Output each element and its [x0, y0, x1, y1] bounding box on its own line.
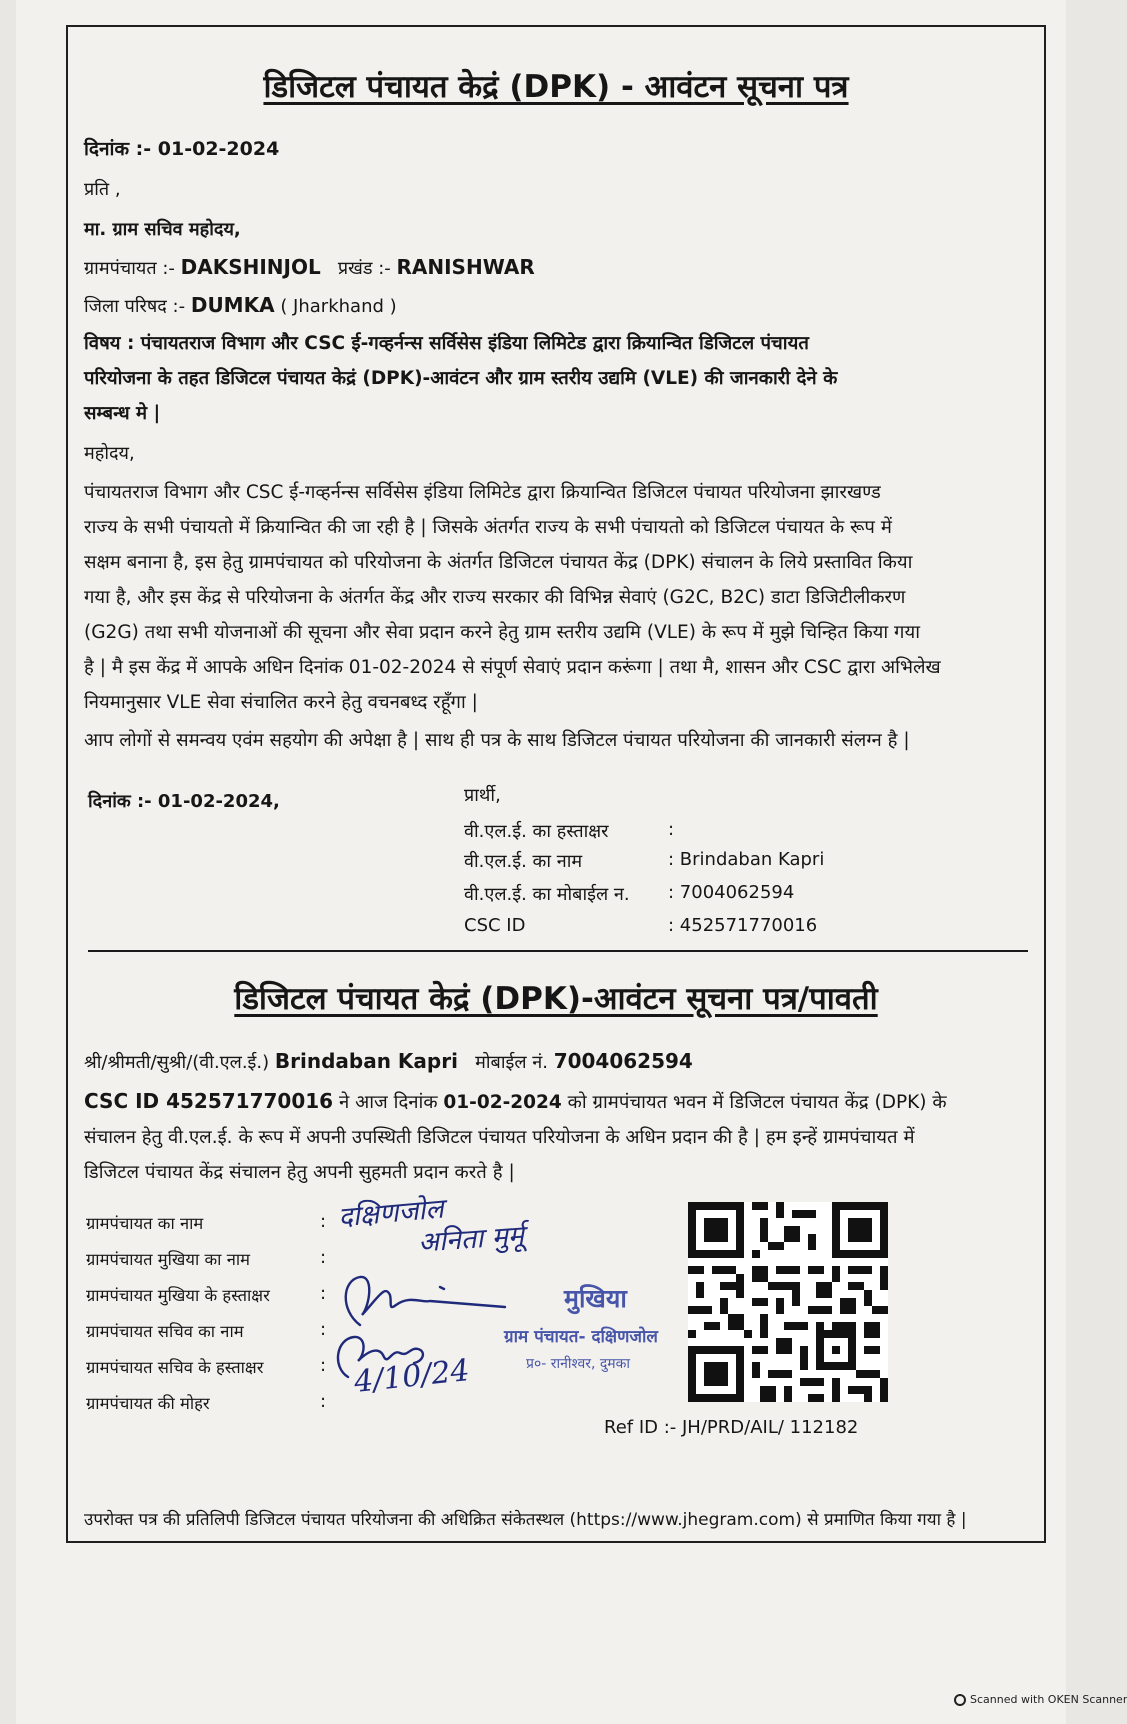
mukhiya-signature — [330, 1265, 510, 1335]
stamp-title: मुखिया — [564, 1284, 627, 1313]
section-divider — [88, 950, 1028, 952]
applicant: प्रार्थी, — [464, 785, 501, 806]
field-colon: : — [320, 1391, 327, 1412]
panchayat-value: DAKSHINJOL — [180, 255, 321, 279]
vle-mobile-label: वी.एल.ई. का मोबाईल न. — [464, 884, 630, 905]
vle-sign-value: : — [668, 819, 675, 840]
footnote: उपरोक्त पत्र की प्रतिलिपी डिजिटल पंचायत परियोजना की अधिक्रित संकेतस्थल (https://www.jhegram.com) से प्रमाणित किया गया है | — [84, 1510, 967, 1530]
mobile-label: मोबाईल नं. — [475, 1052, 548, 1073]
ref-id: Ref ID :- JH/PRD/AIL/ 112182 — [604, 1417, 859, 1438]
body-line: (G2G) तथा सभी योजनाओं की सूचना और सेवा प्रदान करने हेतु ग्राम स्तरीय उद्यमि (VLE) के रूप में मुझे चिन्हित किया गया — [84, 622, 920, 643]
field-colon: : — [320, 1355, 327, 1376]
receipt-csc-id: CSC ID 452571770016 — [84, 1089, 334, 1113]
field-colon: : — [320, 1319, 327, 1340]
handwritten-mukhiya-name: अनिता मुर्मू — [417, 1220, 525, 1259]
scanner-watermark — [954, 1693, 1127, 1706]
receipt-date: 01-02-2024 — [443, 1092, 562, 1113]
receipt-para-line: संचालन हेतु वी.एल.ई. के रूप में अपनी उपस्थिती डिजिटल पंचायत परियोजना के अधिन प्रदान की है | हम इन्हें ग्रामपंचायत में — [84, 1127, 915, 1148]
handwritten-panchayat-name: दक्षिणजोल — [337, 1193, 445, 1234]
field-colon: : — [320, 1211, 327, 1232]
letter-date: दिनांक :- 01-02-2024 — [84, 138, 280, 160]
panchayat-line — [84, 255, 535, 280]
subject-line: परियोजना के तहत डिजिटल पंचायत केद्रं (DPK)-आवंटन और ग्राम स्तरीय उद्यमि (VLE) की जानकारी देने के — [84, 368, 838, 389]
field-label: ग्रामपंचायत मुखिया के हस्ताक्षर — [86, 1286, 270, 1305]
scanner-logo-icon — [954, 1694, 966, 1706]
receipt-para-line: डिजिटल पंचायत केंद्र संचालन हेतु अपनी सुहमती प्रदान करते है | — [84, 1162, 515, 1183]
salutation: महोदय, — [84, 443, 135, 464]
field-label: ग्रामपंचायत की मोहर — [86, 1394, 210, 1413]
panchayat-label: ग्रामपंचायत :- — [84, 258, 175, 279]
mobile-value: 7004062594 — [553, 1049, 693, 1073]
letter-addressee: मा. ग्राम सचिव महोदय, — [84, 219, 241, 240]
scanned-page — [16, 0, 1127, 1724]
district-value: DUMKA — [190, 293, 275, 317]
bottom-date: दिनांक :- 01-02-2024, — [88, 791, 280, 812]
body-line: गया है, और इस केंद्र से परियोजना के अंतर्गत केंद्र और राज्य सरकार की विभिन्न सेवाएं (G2C, B2C) डाटा डिजिटीलीकरण — [84, 587, 906, 608]
body-line: है | मै इस केंद्र में आपके अधिन दिनांक 01-02-2024 से संपूर्ण सेवाएं प्रदान करूंगा | तथा मै, शासन और CSC द्वारा अभिलेख — [84, 657, 941, 678]
letter-to: प्रति , — [84, 179, 121, 200]
vle-name: Brindaban Kapri — [274, 1049, 458, 1073]
vle-name-label: वी.एल.ई. का नाम — [464, 851, 583, 872]
field-colon: : — [320, 1283, 327, 1304]
body-line: नियमानुसार VLE सेवा संचालित करने हेतु वचनबध्द रहूँगा | — [84, 692, 478, 713]
receipt-para-line — [84, 1089, 947, 1114]
body-line: पंचायतराज विभाग और CSC ई-गव्हर्नन्स सर्विसेस इंडिया लिमिटेड द्वारा क्रियान्वित डिजिटल पंचायत परियोजना झारखण्ड — [84, 482, 881, 503]
csc-id-value: : 452571770016 — [668, 915, 818, 936]
document-frame — [66, 25, 1046, 1543]
receipt-name-line — [84, 1049, 693, 1074]
csc-id-label: CSC ID — [464, 915, 526, 936]
qr-code — [688, 1202, 888, 1402]
body-line: राज्य के सभी पंचायतो में क्रियान्वित की जा रही है | जिसके अंतर्गत राज्य के सभी पंचायतो को डिजिटल पंचायत के रूप में — [84, 517, 892, 538]
district-line — [84, 293, 397, 318]
handwritten-date: 4/10/24 — [352, 1353, 472, 1400]
field-label: ग्रामपंचायत मुखिया का नाम — [86, 1250, 251, 1269]
field-label: ग्रामपंचायत का नाम — [86, 1214, 204, 1233]
vle-mobile-value: : 7004062594 — [668, 882, 795, 903]
stamp-line: ग्राम पंचायत- दक्षिणजोल — [504, 1327, 658, 1347]
district-label: जिला परिषद :- — [84, 296, 186, 317]
field-label: ग्रामपंचायत सचिव का नाम — [86, 1322, 244, 1341]
closing-line: आप लोगों से समन्वय एवंम सहयोग की अपेक्षा है | साथ ही पत्र के साथ डिजिटल पंचायत परियोजना की जानकारी संलग्न है | — [84, 730, 910, 751]
subject-line: सम्बन्ध मे | — [84, 403, 161, 424]
vle-name-value: : Brindaban Kapri — [668, 849, 825, 870]
receipt-text: को ग्रामपंचायत भवन में डिजिटल पंचायत केंद्र (DPK) के — [567, 1092, 947, 1113]
subject-line: विषय : पंचायतराज विभाग और CSC ई-गव्हर्नन्स सर्विसेस इंडिया लिमिटेड द्वारा क्रियान्वित डिजिटल पंचायत — [84, 333, 809, 354]
vle-sign-label: वी.एल.ई. का हस्ताक्षर — [464, 821, 609, 842]
block-label: प्रखंड :- — [337, 258, 391, 279]
state-value: ( Jharkhand ) — [280, 296, 397, 317]
receipt-text: ने आज दिनांक — [338, 1092, 438, 1113]
field-colon: : — [320, 1247, 327, 1268]
stamp-sub: प्र०- रानीश्वर, दुमका — [526, 1356, 631, 1372]
scanner-watermark-text: Scanned with OKEN Scanner — [970, 1693, 1127, 1706]
field-label: ग्रामपंचायत सचिव के हस्ताक्षर — [86, 1358, 264, 1377]
receipt-title: डिजिटल पंचायत केद्रं (DPK)-आवंटन सूचना पत्र/पावती — [234, 981, 878, 1017]
name-prefix: श्री/श्रीमती/सुश्री/(वी.एल.ई.) — [84, 1052, 270, 1073]
body-line: सक्षम बनाना है, इस हेतु ग्रामपंचायत को परियोजना के अंतर्गत डिजिटल पंचायत केंद्र (DPK) संचालन के लिये प्रस्तावित किया — [84, 552, 913, 573]
block-value: RANISHWAR — [396, 255, 535, 279]
letter-title: डिजिटल पंचायत केद्रं (DPK) - आवंटन सूचना पत्र — [263, 69, 849, 105]
